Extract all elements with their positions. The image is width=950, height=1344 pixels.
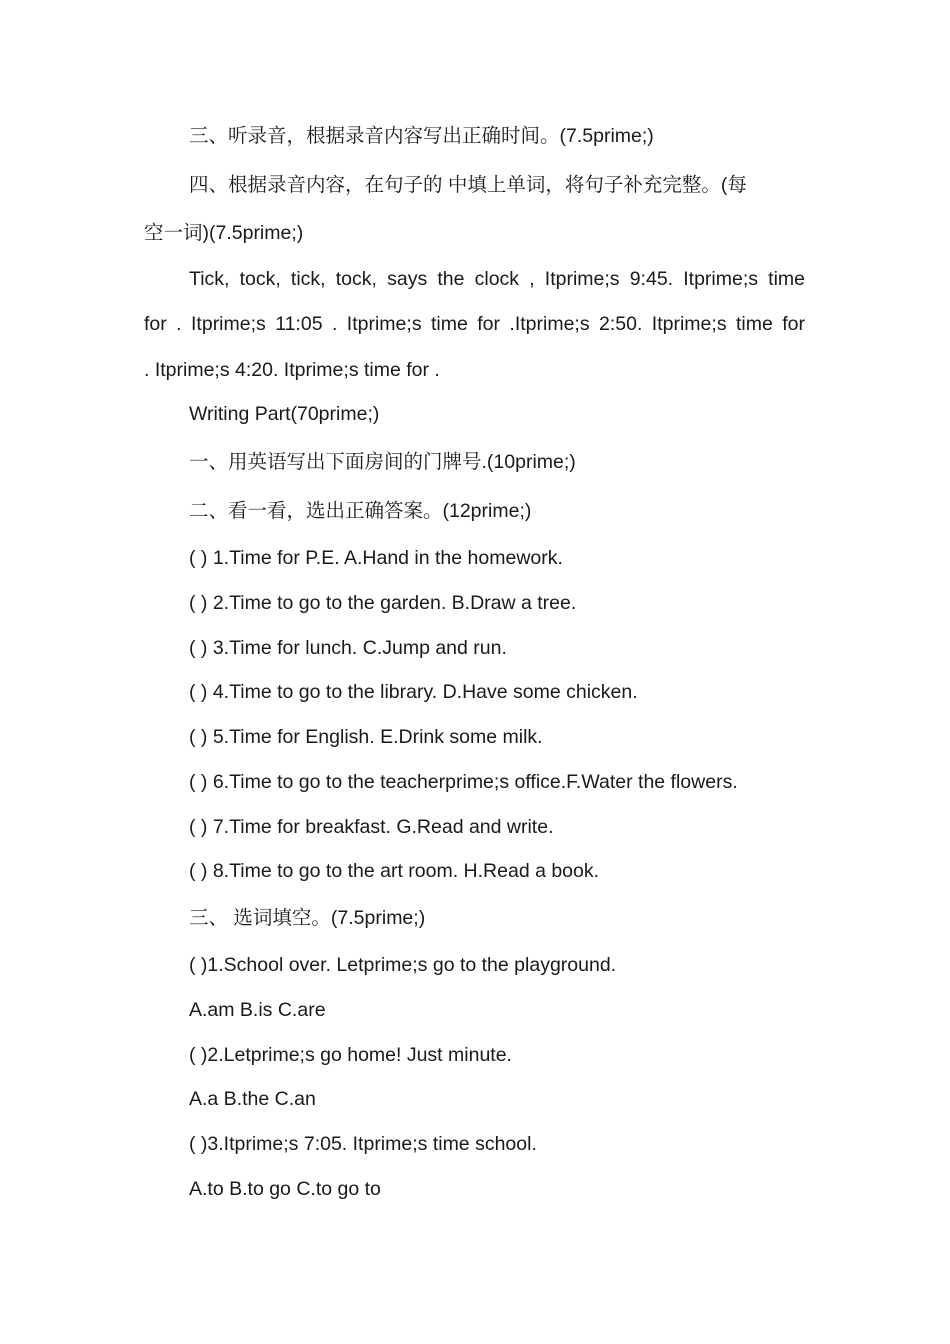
passage-line-3: . Itprime;s 4:20. Itprime;s time for . <box>144 359 440 381</box>
listening-section3-heading: 三、听录音，根据录音内容写出正确时间。(7.5prime;) <box>189 125 654 147</box>
match-item-4: ( ) 4.Time to go to the library. D.Have some chicken. <box>189 681 638 703</box>
fill-item-3: ( )3.Itprime;s 7:05. Itprime;s time school. <box>189 1133 537 1155</box>
match-item-6: ( ) 6.Time to go to the teacherprime;s office.F.Water the flowers. <box>189 771 738 793</box>
writing-part-title: Writing Part(70prime;) <box>189 403 380 425</box>
fill-options-2: A.a B.the C.an <box>189 1088 316 1110</box>
passage-line-1: Tick, tock, tick, tock, says the clock , Itprime;s 9:45. Itprime;s time <box>189 268 805 290</box>
fill-options-3: A.to B.to go C.to go to <box>189 1178 381 1200</box>
match-item-1: ( ) 1.Time for P.E. A.Hand in the homework. <box>189 547 563 569</box>
writing-section2-heading: 二、看一看，选出正确答案。(12prime;) <box>189 500 532 522</box>
fill-options-1: A.am B.is C.are <box>189 999 326 1021</box>
match-item-3: ( ) 3.Time for lunch. C.Jump and run. <box>189 637 507 659</box>
match-item-2: ( ) 2.Time to go to the garden. B.Draw a tree. <box>189 592 577 614</box>
match-item-5: ( ) 5.Time for English. E.Drink some milk. <box>189 726 543 748</box>
fill-item-1: ( )1.School over. Letprime;s go to the playground. <box>189 954 617 976</box>
passage <box>144 268 805 291</box>
listening-section4-heading-line2: 空一词)(7.5prime;) <box>144 222 304 244</box>
passage-2 <box>144 313 805 336</box>
fill-item-2: ( )2.Letprime;s go home! Just minute. <box>189 1044 512 1066</box>
listening-section4-heading-line1: 四、根据录音内容，在句子的 中填上单词，将句子补充完整。(每 <box>189 174 747 196</box>
match-item-8: ( ) 8.Time to go to the art room. H.Read a book. <box>189 860 600 882</box>
match-item-7: ( ) 7.Time for breakfast. G.Read and write. <box>189 816 554 838</box>
writing-section1-heading: 一、用英语写出下面房间的门牌号.(10prime;) <box>189 451 576 473</box>
passage-line-2: for . Itprime;s 11:05 . Itprime;s time for .Itprime;s 2:50. Itprime;s time for <box>144 313 805 335</box>
writing-section3-heading: 三、 选词填空。(7.5prime;) <box>189 907 426 929</box>
